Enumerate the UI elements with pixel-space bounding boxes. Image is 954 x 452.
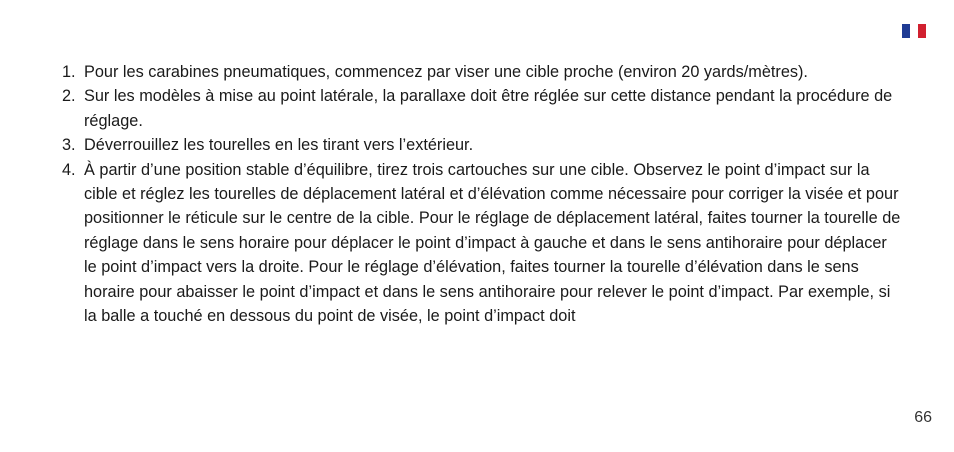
step-item — [62, 84, 902, 133]
step-item — [62, 60, 902, 84]
flag-france-icon — [902, 24, 926, 38]
step-text: Sur les modèles à mise au point latérale, la parallaxe doit être réglée sur cette distance pendant la procédure de réglage. — [84, 87, 893, 130]
step-text: Déverrouillez les tourelles en les tirant vers l’extérieur. — [84, 136, 474, 155]
flag-stripe-red — [918, 24, 926, 38]
step-number: 4. — [62, 160, 76, 179]
step-item — [62, 133, 902, 157]
step-item — [62, 158, 902, 329]
step-number: 3. — [62, 136, 76, 155]
flag-stripe-blue — [902, 24, 910, 38]
instructions-body — [62, 60, 902, 328]
step-number: 2. — [62, 87, 76, 106]
step-text: À partir d’une position stable d’équilibre, tirez trois cartouches sur une cible. Observez le point d’impact sur la cible et réglez les tourelles de déplacement latéral et d’élévation comme nécessaire pour corriger la visée et pour positionner le réticule sur le centre de la cible. Pour le réglage de déplacement latéral, faites tourner la tourelle de réglage dans le sens horaire pour déplacer le point d’impact à gauche et dans le sens antihoraire pour déplacer le point d’impact vers la droite. Pour le réglage d’élévation, faites tourner la tourelle d’élévation dans le sens horaire pour abaisser le point d’impact et dans le sens antihoraire pour relever le point d’impact. Par exemple, si la balle a touché en dessous du point de visée, le point d’impact doit — [84, 160, 901, 326]
step-number: 1. — [62, 63, 76, 81]
steps-list — [62, 60, 902, 328]
page-number: 66 — [914, 409, 932, 426]
flag-stripe-white — [910, 24, 918, 38]
step-text: Pour les carabines pneumatiques, commencez par viser une cible proche (environ 20 yards/mètres). — [84, 63, 808, 81]
